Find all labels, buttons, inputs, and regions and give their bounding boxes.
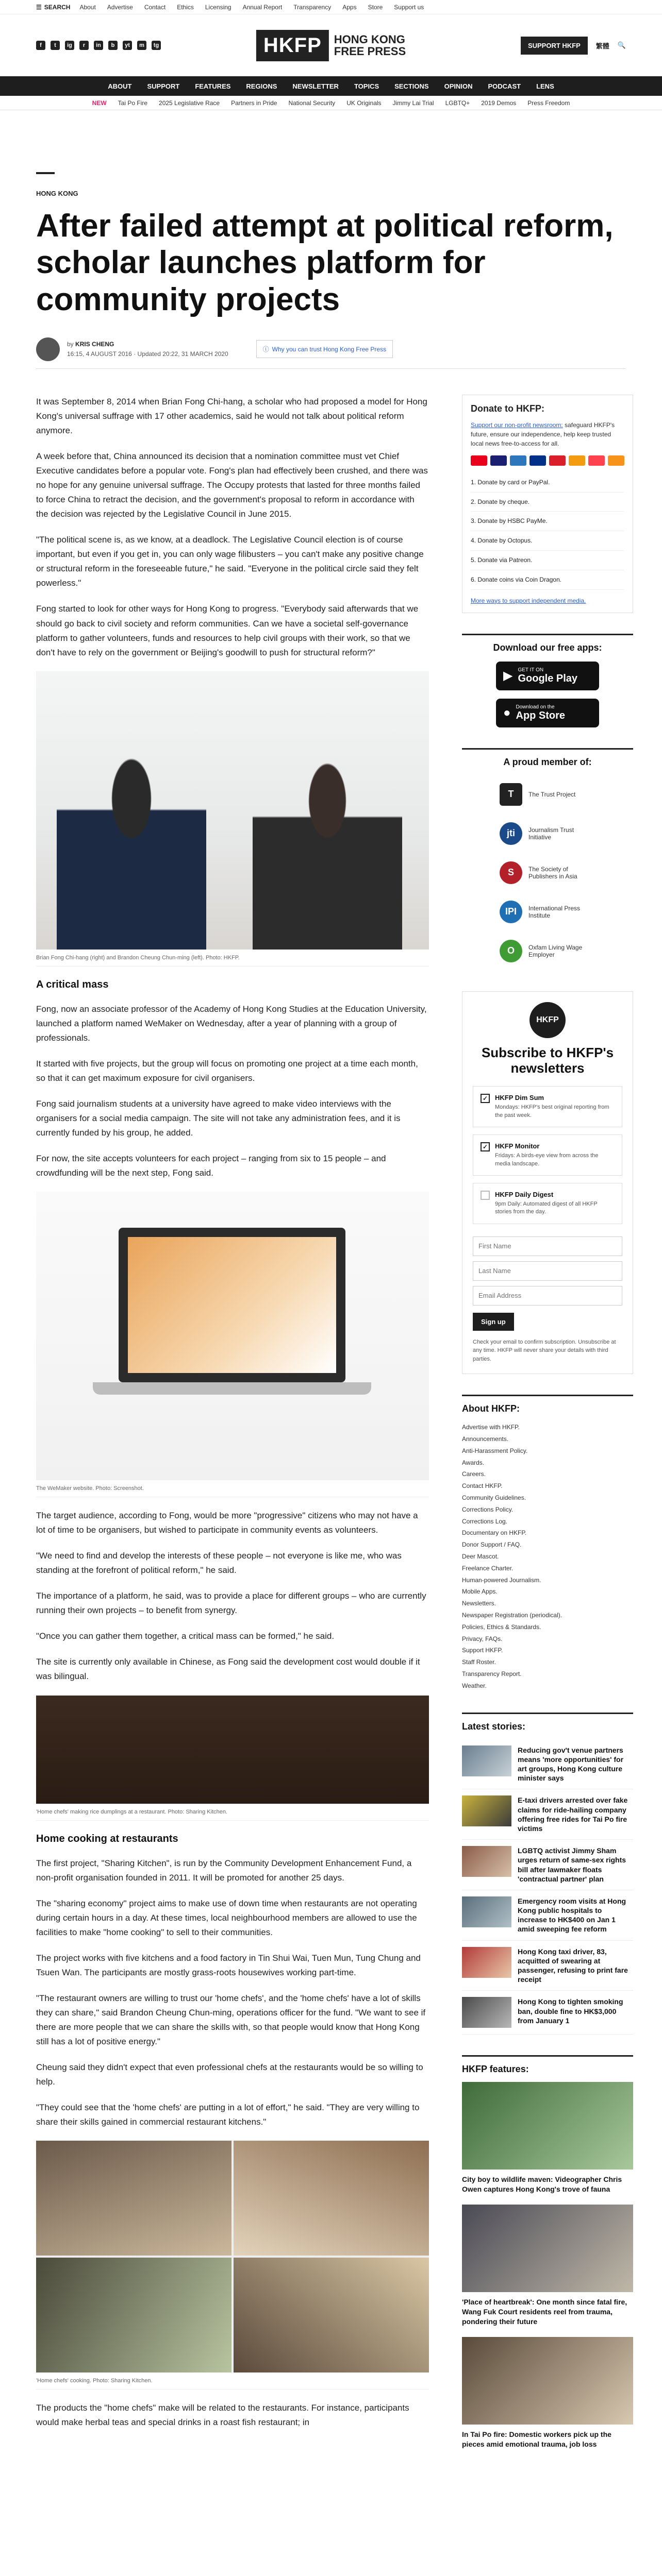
about-link[interactable]: Contact HKFP. xyxy=(462,1482,503,1490)
about-link[interactable]: Documentary on HKFP. xyxy=(462,1529,527,1537)
trending-link[interactable]: Jimmy Lai Trial xyxy=(392,99,434,107)
youtube-icon[interactable]: yt xyxy=(123,41,132,50)
newsletter-widget xyxy=(462,991,633,1375)
collage-photo xyxy=(234,2258,429,2372)
person-figure xyxy=(57,749,206,950)
utility-link[interactable]: Annual Report xyxy=(242,3,283,11)
paragraph: The first project, "Sharing Kitchen", is run by the Community Development Enhancement Fund, a non-profit organisation founded in 2011. It will be promoted for another 25 days. xyxy=(36,1858,412,1883)
newsletter-option-desc: 9pm Daily: Automated digest of all HKFP stories from the day. xyxy=(495,1201,598,1215)
photo-wemaker-website xyxy=(36,1192,429,1480)
about-link[interactable]: Transparency Report. xyxy=(462,1670,522,1678)
google-play-button[interactable] xyxy=(496,662,599,690)
nav-item-opinion[interactable]: OPINION xyxy=(444,82,473,90)
paragraph: Cheung said they didn't expect that even professional chefs at the restaurants would be so willing to help. xyxy=(36,2062,423,2087)
story-item[interactable] xyxy=(462,1941,633,1991)
photo-fong-cheung xyxy=(36,671,429,950)
trust-project-logo: T xyxy=(500,783,522,806)
utility-link[interactable]: Licensing xyxy=(205,3,231,11)
paragraph: "The restaurant owners are willing to trust our 'home chefs', and the 'home chefs' have a lot of skills they can share," said Brandon Cheung Chun-ming, operations officer for the fund. "We want to see if there are more people that we can share the skills with, so that people would know that Hong Kong still has a lot of positive energy." xyxy=(36,1993,426,2046)
about-link[interactable]: Donor Support / FAQ. xyxy=(462,1541,522,1549)
google-play-small: GET IT ON xyxy=(518,667,544,673)
logo-tagline xyxy=(334,33,406,57)
person-figure xyxy=(253,759,402,950)
about-link[interactable]: Careers. xyxy=(462,1470,486,1478)
newsletter-option-text xyxy=(495,1142,615,1168)
donate-title: Donate to HKFP: xyxy=(471,403,544,414)
about-link[interactable]: Deer Mascot. xyxy=(462,1553,499,1561)
paragraph: "The political scene is, as we know, at a deadlock. The Legislative Council election is of course important, but even if you get in, you can only wage filibusters – you can't make any positive change or structural reform in the foreseeable future," he said. "Everyone in the political circle said they felt powerless." xyxy=(36,535,424,588)
feature-image xyxy=(462,2337,633,2425)
apple-icon: ● xyxy=(503,705,511,720)
nav-item-sections[interactable]: SECTIONS xyxy=(394,82,429,90)
top-utility-bar xyxy=(0,0,662,14)
story-item[interactable] xyxy=(462,1890,633,1941)
photo-caption: The WeMaker website. Photo: Screenshot. xyxy=(36,1480,429,1497)
about-link[interactable]: Weather. xyxy=(462,1682,487,1689)
top-search-label: SEARCH xyxy=(44,3,71,11)
site-header xyxy=(0,14,662,76)
top-search[interactable] xyxy=(36,4,70,11)
about-link[interactable]: Anti-Harassment Policy. xyxy=(462,1447,528,1454)
ipi-logo: IPI xyxy=(500,901,522,923)
google-play-text xyxy=(518,667,577,685)
story-thumbnail xyxy=(462,1997,511,2028)
article-title: After failed attempt at political reform, scholar launches platform for community projects xyxy=(36,208,614,317)
member-item[interactable] xyxy=(462,853,633,892)
paragraph: "They could see that the 'home chefs' are putting in a lot of effort," he said. "They are very willing to share their skills gained in commercial restaurant kitchens." xyxy=(36,2103,420,2127)
apps-title: Download our free apps: xyxy=(493,642,602,653)
section-heading: A critical mass xyxy=(36,978,109,990)
member-name: International Press Institute xyxy=(528,904,581,919)
story-item[interactable] xyxy=(462,1991,633,2035)
utility-link[interactable]: Support us xyxy=(394,3,424,11)
features-title: HKFP features: xyxy=(462,2064,529,2075)
apps-widget xyxy=(462,634,633,727)
paragraph: For now, the site accepts volunteers for each project – ranging from six to 15 people – and crowdfunding will be the next step, Fong said. xyxy=(36,1154,386,1178)
logo-tag-line-1: HONG KONG xyxy=(334,32,405,46)
photo-caption: 'Home chefs' making rice dumplings at a restaurant. Photo: Sharing Kitchen. xyxy=(36,1804,429,1821)
utility-link[interactable]: About xyxy=(79,3,96,11)
story-title: Hong Kong to tighten smoking ban, double fine to HK$3,000 from January 1 xyxy=(518,1997,623,2025)
member-item[interactable] xyxy=(462,775,633,814)
about-link[interactable]: Advertise with HKFP. xyxy=(462,1423,520,1431)
author-name[interactable]: KRIS CHENG xyxy=(75,340,114,348)
utility-link[interactable]: Contact xyxy=(144,3,166,11)
about-link[interactable]: Newspaper Registration (periodical). xyxy=(462,1612,562,1619)
paragraph: Fong started to look for other ways for Hong Kong to progress. "Everybody said afterwards that we should go back to civil society and reform communities. Can we have a societal self-governance platform to gather volunteers, funds and resources to help civil groups with their work, so that we don't have to rely on the government or Beijing's goodwill to push for structural reform?" xyxy=(36,604,419,657)
signup-button[interactable]: Sign up xyxy=(473,1313,514,1331)
about-link[interactable]: Policies, Ethics & Standards. xyxy=(462,1623,541,1631)
feature-image xyxy=(462,2082,633,2170)
patreon-icon xyxy=(588,455,605,466)
reddit-icon[interactable]: r xyxy=(79,41,89,50)
paragraph: The products the "home chefs" make will be related to the restaurants. For instance, participants would make herbal teas and special drinks in a roast fish restaurant; in xyxy=(36,2403,409,2428)
paragraph: "We need to find and develop the interests of these people – not everyone is like me, who was standing at the forefront of political reform," he said. xyxy=(36,1551,402,1575)
trending-bar xyxy=(0,96,662,110)
paragraph: The importance of a platform, he said, was to provide a place for different groups – who are currently running their own projects – to benefit from synergy. xyxy=(36,1591,426,1616)
social-links xyxy=(36,41,161,50)
story-item[interactable] xyxy=(462,1789,633,1840)
utility-link[interactable]: Advertise xyxy=(107,3,133,11)
amex-icon xyxy=(510,455,526,466)
donate-support-link[interactable]: Support our non-profit newsroom: xyxy=(471,421,563,429)
trending-link[interactable]: UK Originals xyxy=(346,99,382,107)
paragraph: "Once you can gather them together, a critical mass can be formed," he said. xyxy=(36,1631,335,1641)
donate-option[interactable]: 5. Donate via Patreon. xyxy=(471,551,624,570)
content-area xyxy=(0,395,662,2470)
about-link[interactable]: Corrections Log. xyxy=(462,1517,508,1525)
newsletter-option-desc: Mondays: HKFP's best original reporting from the past week. xyxy=(495,1104,609,1118)
members-title: A proud member of: xyxy=(503,756,592,767)
more-ways-link[interactable]: More ways to support independent media. xyxy=(471,597,586,604)
collage-photo xyxy=(36,2258,231,2372)
twitter-icon[interactable]: t xyxy=(51,41,60,50)
app-store-big: App Store xyxy=(516,709,566,721)
story-thumbnail xyxy=(462,1947,511,1978)
feature-item[interactable] xyxy=(462,2337,633,2449)
mastodon-icon[interactable]: m xyxy=(137,41,146,50)
trending-link[interactable]: Press Freedom xyxy=(527,99,570,107)
checkbox-unchecked-icon[interactable] xyxy=(481,1191,490,1200)
utility-link[interactable]: Ethics xyxy=(177,3,194,11)
donate-widget xyxy=(462,395,633,613)
checkbox-checked-icon[interactable]: ✓ xyxy=(481,1094,490,1103)
newsletter-logo: HKFP xyxy=(529,1002,566,1038)
about-link[interactable]: Corrections Policy. xyxy=(462,1505,514,1513)
laptop-screen xyxy=(119,1228,345,1382)
figure-wemaker xyxy=(36,1192,429,1497)
story-title: Emergency room visits at Hong Kong public hospitals to increase to HK$400 on Jan 1 amid sweeping fee reform xyxy=(518,1896,626,1934)
nav-item-about[interactable]: ABOUT xyxy=(108,82,132,90)
about-link[interactable]: Awards. xyxy=(462,1459,485,1466)
utility-links xyxy=(79,4,424,11)
search-icon: ☰ xyxy=(36,3,42,11)
donate-option[interactable]: 6. Donate coins via Coin Dragon. xyxy=(471,570,624,590)
paypal-icon xyxy=(529,455,546,466)
visa-icon xyxy=(490,455,507,466)
story-item[interactable] xyxy=(462,1739,633,1790)
paragraph: The "sharing economy" project aims to make use of down time when restaurants are not operating during certain hours in a day. At these times, local neighbourhood members are allowed to use the facilities to make "home cooking" to sell to their communities. xyxy=(36,1898,417,1937)
screen-content xyxy=(128,1237,336,1373)
header-divider xyxy=(36,368,626,369)
about-link[interactable]: Community Guidelines. xyxy=(462,1494,526,1502)
trending-link[interactable]: 2025 Legislative Race xyxy=(159,99,220,107)
member-name: The Society of Publishers in Asia xyxy=(528,865,577,880)
email-field[interactable] xyxy=(473,1286,622,1306)
nav-item-topics[interactable]: TOPICS xyxy=(354,82,379,90)
utility-link[interactable]: Store xyxy=(368,3,383,11)
mastercard-icon xyxy=(471,455,487,466)
nav-item-features[interactable]: FEATURES xyxy=(195,82,231,90)
donate-description xyxy=(471,420,624,448)
paragraph: Fong said journalism students at a university have agreed to make video interviews with the organisers for a social media campaign. The site will not take any administration fees, and it is currently funded by his group, he added. xyxy=(36,1098,401,1138)
newsletter-option[interactable] xyxy=(473,1086,622,1127)
donate-option[interactable]: 1. Donate by card or PayPal. xyxy=(471,473,624,493)
first-name-field[interactable] xyxy=(473,1236,622,1256)
photo-caption: 'Home chefs' cooking. Photo: Sharing Kitchen. xyxy=(36,2372,429,2389)
photo-collage xyxy=(36,2141,429,2372)
feature-title: In Tai Po fire: Domestic workers pick up the pieces amid emotional trauma, job loss xyxy=(462,2430,611,2448)
jti-logo: jti xyxy=(500,822,522,845)
trending-link[interactable]: LGBTQ+ xyxy=(445,99,470,107)
features-widget xyxy=(462,2055,633,2449)
feature-item[interactable] xyxy=(462,2205,633,2327)
latest-title: Latest stories: xyxy=(462,1721,526,1732)
paragraph: It was September 8, 2014 when Brian Fong Chi-hang, a scholar who had proposed a model for Hong Kong's universal suffrage with 17 other academics, said he would not talk about political reform anymore. xyxy=(36,396,427,435)
trust-badge[interactable] xyxy=(256,340,393,358)
photo-home-chefs xyxy=(36,1696,429,1804)
about-link[interactable]: Freelance Charter. xyxy=(462,1564,514,1572)
feature-item[interactable] xyxy=(462,2082,633,2194)
about-link[interactable]: Human-powered Journalism. xyxy=(462,1576,541,1584)
author-prefix: by xyxy=(67,340,74,348)
new-label: NEW xyxy=(92,99,107,107)
logo-mark: HKFP xyxy=(256,30,329,61)
newsletter-option-title: HKFP Monitor xyxy=(495,1142,540,1150)
donate-option[interactable]: 2. Donate by cheque. xyxy=(471,493,624,512)
nav-item-lens[interactable]: LENS xyxy=(536,82,554,90)
paragraph: The target audience, according to Fong, would be more "progressive" citizens who may not have a lot of time to be organisers, but wished to participate in community events as volunteers. xyxy=(36,1511,418,1535)
paragraph: The project works with five kitchens and a food factory in Tin Shui Wai, Tuen Mun, Tung Chung and Tsuen Wan. The participants are mostly grass-roots housewives working part-time. xyxy=(36,1953,421,1977)
latest-stories-widget xyxy=(462,1713,633,2035)
collage-photo xyxy=(234,2141,429,2256)
figure-dumplings xyxy=(36,1696,429,1821)
sidebar xyxy=(462,395,633,2470)
laptop-base xyxy=(93,1382,371,1395)
story-item[interactable] xyxy=(462,1840,633,1890)
newsletter-option-title: HKFP Daily Digest xyxy=(495,1191,554,1199)
paragraph: It started with five projects, but the group will focus on promoting one project at a time each month, so that it can get maximum exposure for civil organisers. xyxy=(36,1058,418,1083)
app-store-button[interactable] xyxy=(496,699,599,727)
about-link[interactable]: Staff Roster. xyxy=(462,1658,496,1666)
paragraph: Fong, now an associate professor of the Academy of Hong Kong Studies at the Education University, launched a platform named WeMaker on Wednesday, after a year of planning with a group of professionals. xyxy=(36,1004,427,1043)
story-title: E-taxi drivers arrested over fake claims for ride-hailing company offering free rides for Tai Po fire victims xyxy=(518,1796,628,1833)
photo-caption: Brian Fong Chi-hang (right) and Brandon Cheung Chun-ming (left). Photo: HKFP. xyxy=(36,950,429,967)
story-title: Hong Kong taxi driver, 83, acquitted of swearing at passenger, refusing to print fare receipt xyxy=(518,1947,628,1984)
newsletter-option[interactable] xyxy=(473,1183,622,1224)
donate-options xyxy=(471,473,624,590)
newsletter-option-text xyxy=(495,1094,615,1120)
trust-badge-label: Why you can trust Hong Kong Free Press xyxy=(272,345,387,353)
article-category[interactable]: HONG KONG xyxy=(36,190,78,197)
byline-text xyxy=(67,340,228,359)
title-rule xyxy=(36,172,55,174)
about-widget xyxy=(462,1395,633,1691)
byline xyxy=(36,337,626,361)
app-store-small: Download on the xyxy=(516,704,555,710)
site-logo[interactable] xyxy=(256,30,406,61)
payment-cards xyxy=(471,455,624,466)
members-widget xyxy=(462,748,633,971)
oxfam-logo: O xyxy=(500,940,522,962)
about-link[interactable]: Announcements. xyxy=(462,1435,509,1443)
last-name-field[interactable] xyxy=(473,1261,622,1281)
utility-link[interactable]: Transparency xyxy=(293,3,332,11)
google-play-big: Google Play xyxy=(518,672,578,684)
bluesky-icon[interactable]: b xyxy=(108,41,118,50)
facebook-icon[interactable]: f xyxy=(36,41,45,50)
publish-date: 16:15, 4 AUGUST 2016 · Updated 20:22, 31 MARCH 2020 xyxy=(67,350,228,358)
newsletter-option-desc: Fridays: A birds-eye view from across the media landscape. xyxy=(495,1153,599,1167)
info-icon: ⓘ xyxy=(262,346,269,353)
utility-link[interactable]: Apps xyxy=(342,3,357,11)
donate-option[interactable]: 4. Donate by Octopus. xyxy=(471,531,624,551)
nav-item-support[interactable]: SUPPORT xyxy=(147,82,180,90)
article-header xyxy=(0,172,662,361)
story-title: LGBTQ activist Jimmy Sham urges return of same-sex rights bill after lawmaker floats 'contractual partner' plan xyxy=(518,1846,626,1883)
figure-people xyxy=(36,671,429,967)
member-item[interactable] xyxy=(462,892,633,931)
member-item[interactable] xyxy=(462,814,633,853)
about-link[interactable]: Mobile Apps. xyxy=(462,1588,498,1596)
logo-tag-line-2: FREE PRESS xyxy=(334,45,406,58)
search-icon[interactable]: 🔍 xyxy=(617,41,626,49)
newsletter-title: Subscribe to HKFP's newsletters xyxy=(481,1044,614,1076)
bitcoin-icon xyxy=(608,455,624,466)
about-link[interactable]: Privacy, FAQs. xyxy=(462,1635,503,1642)
about-title: About HKFP: xyxy=(462,1403,520,1414)
trending-link[interactable]: National Security xyxy=(288,99,336,107)
newsletter-option-text xyxy=(495,1191,615,1216)
story-thumbnail xyxy=(462,1896,511,1927)
nav-item-newsletter[interactable]: NEWSLETTER xyxy=(292,82,339,90)
payme-icon xyxy=(549,455,566,466)
donate-desc-text: safeguard HKFP's future, ensure our independence, help keep trusted local news free-to-access for all. xyxy=(471,421,615,447)
telegram-icon[interactable]: tg xyxy=(152,41,161,50)
linkedin-icon[interactable]: in xyxy=(94,41,103,50)
donate-option[interactable]: 3. Donate by HSBC PayMe. xyxy=(471,512,624,531)
story-thumbnail xyxy=(462,1795,511,1826)
story-thumbnail xyxy=(462,1745,511,1776)
newsletter-option[interactable] xyxy=(473,1134,622,1176)
member-name: Oxfam Living Wage Employer xyxy=(528,943,583,958)
google-play-icon: ▶ xyxy=(503,669,513,683)
member-name: The Trust Project xyxy=(528,790,576,798)
feature-image xyxy=(462,2205,633,2292)
author-avatar xyxy=(36,337,60,361)
main-navigation xyxy=(0,76,662,96)
figure-cooking xyxy=(36,2141,429,2389)
section-heading: Home cooking at restaurants xyxy=(36,1833,178,1844)
paragraph: A week before that, China announced its decision that a nomination committee must vet Chief Executive candidates before a popular vote. Fong's plan had effectively been crushed, and there was no hope for any genuine universal suffrage. The Occupy protests that lasted for three months failed to force China to retract the decision, and the government's proposal to reform in accordance with the decision was rejected by the Legislative Council in June 2015. xyxy=(36,451,428,519)
newsletter-note: Check your email to confirm subscription. Unsubscribe at any time. HKFP will never share your details with third parties. xyxy=(473,1338,616,1362)
collage-photo xyxy=(36,2141,231,2256)
trending-link[interactable]: 2019 Demos xyxy=(481,99,517,107)
header-actions xyxy=(521,37,626,55)
sopa-logo: S xyxy=(500,861,522,884)
nav-item-podcast[interactable]: PODCAST xyxy=(488,82,521,90)
paragraph: The site is currently only available in Chinese, as Fong said the development cost would double if it was bilingual. xyxy=(36,1657,420,1682)
member-name: Journalism Trust Initiative xyxy=(528,826,574,841)
support-hkfp-button[interactable]: SUPPORT HKFP xyxy=(521,37,588,55)
instagram-icon[interactable]: ig xyxy=(65,41,74,50)
newsletter-option-title: HKFP Dim Sum xyxy=(495,1094,544,1102)
trending-link[interactable]: Tai Po Fire xyxy=(118,99,148,107)
octopus-icon xyxy=(569,455,585,466)
about-link[interactable]: Support HKFP. xyxy=(462,1647,503,1654)
app-store-text xyxy=(516,704,566,722)
trending-link[interactable]: Partners in Pride xyxy=(231,99,277,107)
language-toggle[interactable]: 繁體 xyxy=(595,42,609,50)
feature-title: City boy to wildlife maven: Videographer Chris Owen captures Hong Kong's trove of fauna xyxy=(462,2175,622,2194)
story-thumbnail xyxy=(462,1846,511,1877)
about-link[interactable]: Newsletters. xyxy=(462,1600,496,1607)
story-title: Reducing gov't venue partners means 'more opportunities' for art groups, Hong Kong culture minister says xyxy=(518,1745,624,1783)
nav-item-regions[interactable]: REGIONS xyxy=(246,82,277,90)
article-body xyxy=(36,395,429,2470)
member-item[interactable] xyxy=(462,931,633,971)
feature-title: 'Place of heartbreak': One month since fatal fire, Wang Fuk Court residents reel from trauma, pondering their future xyxy=(462,2298,627,2326)
checkbox-checked-icon[interactable]: ✓ xyxy=(481,1142,490,1151)
about-links xyxy=(462,1421,633,1691)
